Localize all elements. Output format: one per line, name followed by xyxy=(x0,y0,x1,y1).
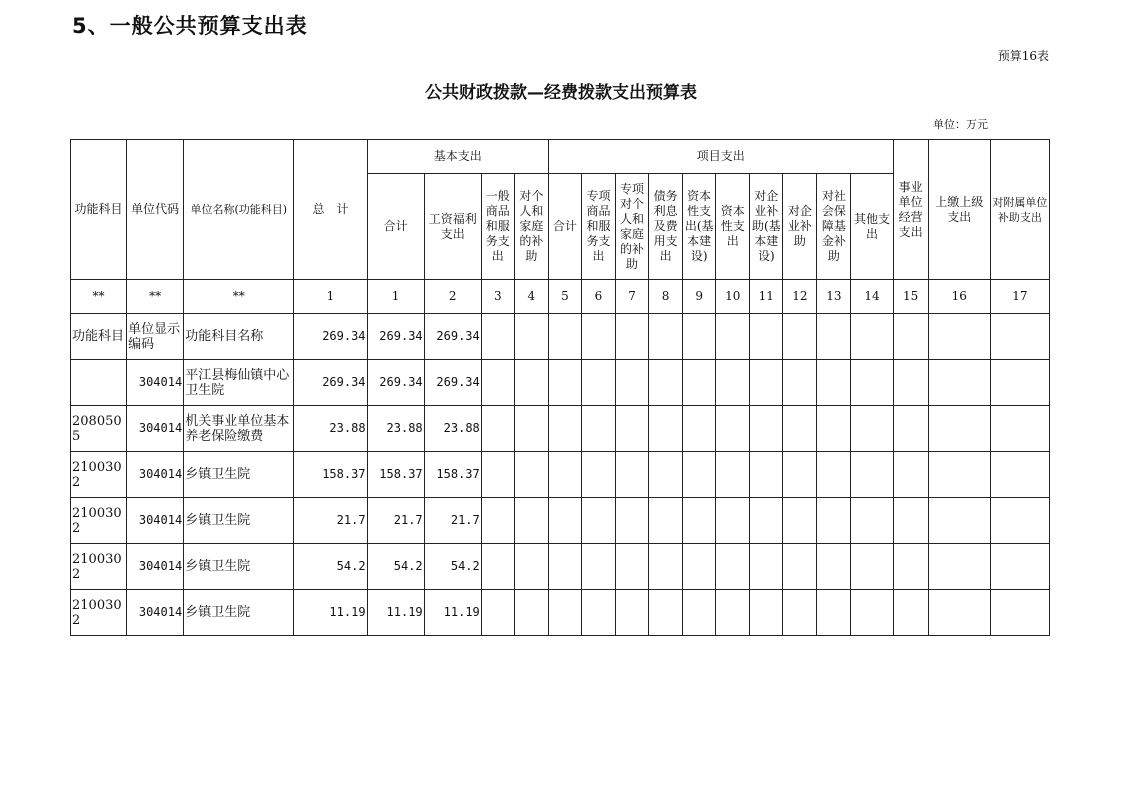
empty-cell xyxy=(514,498,548,544)
salary-cell: 23.88 xyxy=(424,406,481,452)
empty-cell xyxy=(990,406,1049,452)
unit-code-cell: 单位显示编码 xyxy=(127,314,184,360)
header-project-col: 其他支出 xyxy=(851,174,893,280)
func-code-cell: 2100302 xyxy=(71,544,127,590)
table-row xyxy=(71,360,1050,406)
salary-cell: 158.37 xyxy=(424,452,481,498)
func-code-cell: 功能科目 xyxy=(71,314,127,360)
empty-cell xyxy=(716,544,750,590)
empty-cell xyxy=(683,360,716,406)
total-cell: 269.34 xyxy=(294,360,367,406)
total-cell: 21.7 xyxy=(294,498,367,544)
empty-cell xyxy=(616,544,649,590)
empty-cell xyxy=(750,590,783,636)
empty-cell xyxy=(893,314,928,360)
empty-cell xyxy=(649,360,683,406)
empty-cell xyxy=(514,314,548,360)
unit-code-cell: 304014 xyxy=(127,590,184,636)
empty-cell xyxy=(649,314,683,360)
index-cell: 13 xyxy=(817,280,851,314)
salary-cell: 269.34 xyxy=(424,360,481,406)
empty-cell xyxy=(750,360,783,406)
index-cell: ** xyxy=(184,280,294,314)
basic-total-cell: 23.88 xyxy=(367,406,424,452)
unit-name-cell: 机关事业单位基本养老保险缴费 xyxy=(184,406,294,452)
empty-cell xyxy=(851,498,893,544)
empty-cell xyxy=(851,314,893,360)
func-code-cell: 2080505 xyxy=(71,406,127,452)
empty-cell xyxy=(683,314,716,360)
header-project-col: 专项商品和服务支出 xyxy=(581,174,615,280)
empty-cell xyxy=(928,406,990,452)
index-cell: 11 xyxy=(750,280,783,314)
index-cell: 1 xyxy=(367,280,424,314)
empty-cell xyxy=(581,452,615,498)
empty-cell xyxy=(716,498,750,544)
header-subsidy: 对附属单位补助支出 xyxy=(990,140,1049,280)
empty-cell xyxy=(750,452,783,498)
empty-cell xyxy=(581,498,615,544)
unit-name-cell: 乡镇卫生院 xyxy=(184,590,294,636)
header-basic: 基本支出 xyxy=(367,140,548,174)
total-cell: 158.37 xyxy=(294,452,367,498)
index-cell: 3 xyxy=(481,280,514,314)
table-row xyxy=(71,590,1050,636)
header-project: 项目支出 xyxy=(548,140,893,174)
empty-cell xyxy=(481,498,514,544)
empty-cell xyxy=(716,314,750,360)
empty-cell xyxy=(548,452,581,498)
page-title: 公共财政拨款—经费拨款支出预算表 xyxy=(425,83,697,103)
empty-cell xyxy=(683,544,716,590)
empty-cell xyxy=(683,452,716,498)
empty-cell xyxy=(893,498,928,544)
basic-total-cell: 269.34 xyxy=(367,314,424,360)
empty-cell xyxy=(851,452,893,498)
basic-total-cell: 54.2 xyxy=(367,544,424,590)
index-cell: 7 xyxy=(616,280,649,314)
empty-cell xyxy=(851,544,893,590)
empty-cell xyxy=(990,452,1049,498)
table-row xyxy=(71,314,1050,360)
empty-cell xyxy=(683,498,716,544)
empty-cell xyxy=(581,544,615,590)
salary-cell: 21.7 xyxy=(424,498,481,544)
empty-cell xyxy=(928,314,990,360)
unit-name-cell: 功能科目名称 xyxy=(184,314,294,360)
empty-cell xyxy=(649,544,683,590)
func-code-cell: 2100302 xyxy=(71,590,127,636)
empty-cell xyxy=(616,360,649,406)
empty-cell xyxy=(893,452,928,498)
header-project-col: 专项对个人和家庭的补助 xyxy=(616,174,649,280)
header-project-col: 合计 xyxy=(548,174,581,280)
empty-cell xyxy=(716,360,750,406)
header-project-col: 资本性支出(基本建设) xyxy=(683,174,716,280)
empty-cell xyxy=(817,360,851,406)
empty-cell xyxy=(928,498,990,544)
header-project-col: 对企业补助(基本建设) xyxy=(750,174,783,280)
index-cell: 8 xyxy=(649,280,683,314)
empty-cell xyxy=(783,544,817,590)
func-code-cell: 2100302 xyxy=(71,452,127,498)
unit-code-cell: 304014 xyxy=(127,498,184,544)
table-row xyxy=(71,406,1050,452)
empty-cell xyxy=(481,406,514,452)
empty-cell xyxy=(851,406,893,452)
index-cell: ** xyxy=(71,280,127,314)
empty-cell xyxy=(616,498,649,544)
empty-cell xyxy=(990,498,1049,544)
header-total: 总 计 xyxy=(294,140,367,280)
empty-cell xyxy=(783,406,817,452)
empty-cell xyxy=(750,314,783,360)
empty-cell xyxy=(548,360,581,406)
total-cell: 54.2 xyxy=(294,544,367,590)
empty-cell xyxy=(548,406,581,452)
empty-cell xyxy=(893,590,928,636)
header-project-col: 债务利息及费用支出 xyxy=(649,174,683,280)
index-cell: 17 xyxy=(990,280,1049,314)
empty-cell xyxy=(616,314,649,360)
index-cell: 10 xyxy=(716,280,750,314)
unit-label: 单位：万元 xyxy=(933,118,988,131)
empty-cell xyxy=(783,590,817,636)
header-project-col: 对企业补助 xyxy=(783,174,817,280)
empty-cell xyxy=(817,406,851,452)
empty-cell xyxy=(928,360,990,406)
unit-name-cell: 乡镇卫生院 xyxy=(184,452,294,498)
basic-total-cell: 158.37 xyxy=(367,452,424,498)
unit-name-cell: 平江县梅仙镇中心卫生院 xyxy=(184,360,294,406)
func-code-cell: 2100302 xyxy=(71,498,127,544)
empty-cell xyxy=(817,498,851,544)
index-cell: 15 xyxy=(893,280,928,314)
empty-cell xyxy=(716,590,750,636)
empty-cell xyxy=(514,544,548,590)
empty-cell xyxy=(817,314,851,360)
empty-cell xyxy=(481,452,514,498)
empty-cell xyxy=(783,360,817,406)
empty-cell xyxy=(750,406,783,452)
header-business: 事业单位经营支出 xyxy=(893,140,928,280)
empty-cell xyxy=(514,452,548,498)
func-code-cell xyxy=(71,360,127,406)
empty-cell xyxy=(649,498,683,544)
index-cell: ** xyxy=(127,280,184,314)
index-cell: 14 xyxy=(851,280,893,314)
empty-cell xyxy=(851,590,893,636)
budget-number: 预算16表 xyxy=(997,49,1049,63)
index-cell: 2 xyxy=(424,280,481,314)
empty-cell xyxy=(514,590,548,636)
empty-cell xyxy=(783,314,817,360)
section-title: 5、一般公共预算支出表 xyxy=(72,14,308,38)
empty-cell xyxy=(928,590,990,636)
index-cell: 1 xyxy=(294,280,367,314)
unit-code-cell: 304014 xyxy=(127,544,184,590)
empty-cell xyxy=(581,314,615,360)
empty-cell xyxy=(990,314,1049,360)
empty-cell xyxy=(750,498,783,544)
empty-cell xyxy=(716,406,750,452)
empty-cell xyxy=(990,544,1049,590)
empty-cell xyxy=(514,406,548,452)
empty-cell xyxy=(851,360,893,406)
index-cell: 16 xyxy=(928,280,990,314)
basic-total-cell: 11.19 xyxy=(367,590,424,636)
empty-cell xyxy=(649,452,683,498)
empty-cell xyxy=(616,452,649,498)
empty-cell xyxy=(481,544,514,590)
unit-code-cell: 304014 xyxy=(127,406,184,452)
empty-cell xyxy=(548,544,581,590)
basic-total-cell: 269.34 xyxy=(367,360,424,406)
header-unit-code: 单位代码 xyxy=(127,140,184,280)
index-cell: 5 xyxy=(548,280,581,314)
header-unit-name: 单位名称(功能科目) xyxy=(184,140,294,280)
empty-cell xyxy=(649,590,683,636)
table-row xyxy=(71,452,1050,498)
table-row xyxy=(71,498,1050,544)
header-row-1 xyxy=(71,140,1050,174)
unit-name-cell: 乡镇卫生院 xyxy=(184,498,294,544)
header-project-col: 资本性支出 xyxy=(716,174,750,280)
header-basic-col: 一般商品和服务支出 xyxy=(481,174,514,280)
empty-cell xyxy=(616,590,649,636)
empty-cell xyxy=(928,544,990,590)
empty-cell xyxy=(716,452,750,498)
header-func-code: 功能科目 xyxy=(71,140,127,280)
index-cell: 4 xyxy=(514,280,548,314)
total-cell: 11.19 xyxy=(294,590,367,636)
empty-cell xyxy=(649,406,683,452)
empty-cell xyxy=(514,360,548,406)
empty-cell xyxy=(893,544,928,590)
salary-cell: 11.19 xyxy=(424,590,481,636)
empty-cell xyxy=(481,314,514,360)
empty-cell xyxy=(928,452,990,498)
empty-cell xyxy=(990,360,1049,406)
index-cell: 12 xyxy=(783,280,817,314)
empty-cell xyxy=(893,406,928,452)
empty-cell xyxy=(990,590,1049,636)
salary-cell: 54.2 xyxy=(424,544,481,590)
empty-cell xyxy=(783,452,817,498)
header-upper: 上缴上级支出 xyxy=(928,140,990,280)
unit-code-cell: 304014 xyxy=(127,452,184,498)
empty-cell xyxy=(817,544,851,590)
empty-cell xyxy=(581,406,615,452)
empty-cell xyxy=(893,360,928,406)
empty-cell xyxy=(817,590,851,636)
header-basic-col: 工资福利支出 xyxy=(424,174,481,280)
index-row xyxy=(71,280,1050,314)
unit-code-cell: 304014 xyxy=(127,360,184,406)
empty-cell xyxy=(481,360,514,406)
empty-cell xyxy=(683,590,716,636)
empty-cell xyxy=(783,498,817,544)
empty-cell xyxy=(817,452,851,498)
empty-cell xyxy=(581,360,615,406)
salary-cell: 269.34 xyxy=(424,314,481,360)
empty-cell xyxy=(481,590,514,636)
index-cell: 9 xyxy=(683,280,716,314)
budget-table xyxy=(70,139,1050,636)
empty-cell xyxy=(548,314,581,360)
header-basic-col: 对个人和家庭的补助 xyxy=(514,174,548,280)
total-cell: 269.34 xyxy=(294,314,367,360)
empty-cell xyxy=(581,590,615,636)
header-project-col: 对社会保障基金补助 xyxy=(817,174,851,280)
empty-cell xyxy=(616,406,649,452)
empty-cell xyxy=(750,544,783,590)
index-cell: 6 xyxy=(581,280,615,314)
table-row xyxy=(71,544,1050,590)
header-basic-col: 合计 xyxy=(367,174,424,280)
empty-cell xyxy=(683,406,716,452)
unit-name-cell: 乡镇卫生院 xyxy=(184,544,294,590)
basic-total-cell: 21.7 xyxy=(367,498,424,544)
empty-cell xyxy=(548,498,581,544)
empty-cell xyxy=(548,590,581,636)
total-cell: 23.88 xyxy=(294,406,367,452)
